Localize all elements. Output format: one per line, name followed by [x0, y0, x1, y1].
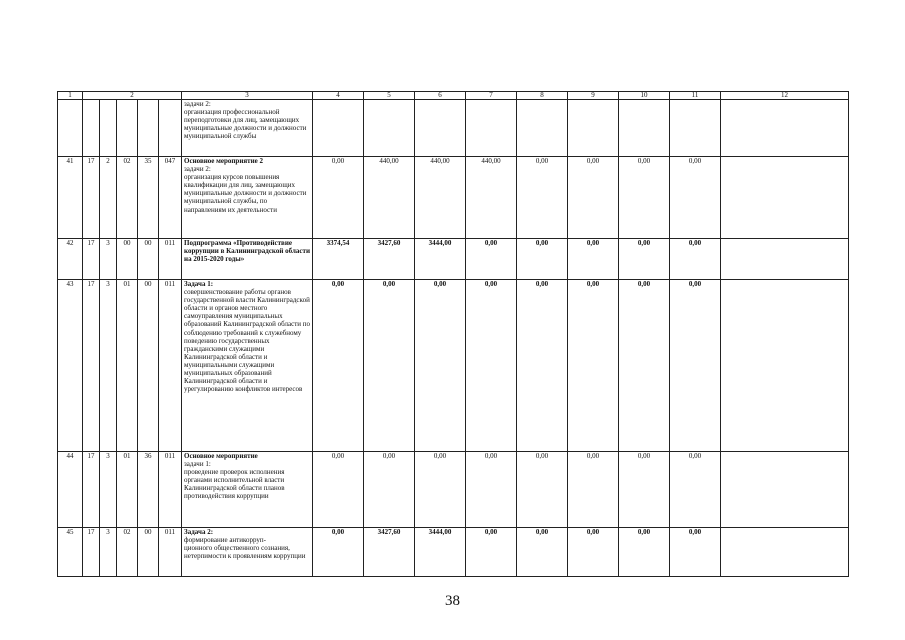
value-cell: 0,00	[466, 280, 517, 452]
code-cell: 011	[159, 452, 182, 528]
header-col-12: 12	[721, 92, 849, 100]
description-text: задачи 1: проведение проверок исполнения органами исполнительной власти Калининградской области планов противодействия коррупции	[184, 460, 285, 501]
row-number: 41	[58, 157, 83, 239]
value-cell: 0,00	[670, 452, 721, 528]
description-title: Задача 2:	[184, 528, 214, 536]
value-cell: 0,00	[313, 528, 364, 577]
code-cell: 2	[100, 157, 117, 239]
code-cell: 00	[117, 239, 138, 280]
value-cell: 0,00	[466, 239, 517, 280]
code-cell: 3	[100, 280, 117, 452]
value-cell: 0,00	[415, 452, 466, 528]
description-title: Основное мероприятие 2	[184, 157, 263, 165]
code-cell: 3	[100, 528, 117, 577]
header-col-3: 3	[182, 92, 313, 100]
value-cell: 0,00	[517, 280, 568, 452]
code-cell: 011	[159, 528, 182, 577]
value-cell: 0,00	[619, 280, 670, 452]
value-cell: 3444,00	[415, 528, 466, 577]
table-row	[58, 528, 849, 577]
row-number	[58, 100, 83, 157]
table-row	[58, 239, 849, 280]
table-row	[58, 280, 849, 452]
code-cell: 00	[138, 280, 159, 452]
note-cell	[721, 280, 849, 452]
row-number: 43	[58, 280, 83, 452]
value-cell: 0,00	[670, 157, 721, 239]
value-cell	[313, 100, 364, 157]
code-cell: 36	[138, 452, 159, 528]
header-col-6: 6	[415, 92, 466, 100]
description-text: совершенствование работы органов государственной власти Калининградской области и органов местного самоуправления муниципальных образований Калининградской области по соблюдению требований к служебному поведению государственных гражданскими служащими Калининградской области и муниципальными служащими муниципальных образований Калининградской области и урегулированию конфликтов интересов	[184, 288, 311, 394]
header-col-5: 5	[364, 92, 415, 100]
value-cell: 440,00	[466, 157, 517, 239]
value-cell: 0,00	[568, 452, 619, 528]
table-row	[58, 157, 849, 239]
value-cell	[670, 100, 721, 157]
description-cell	[182, 452, 313, 528]
description-cell	[182, 528, 313, 577]
value-cell	[364, 100, 415, 157]
value-cell	[415, 100, 466, 157]
header-col-7: 7	[466, 92, 517, 100]
note-cell	[721, 100, 849, 157]
row-number: 45	[58, 528, 83, 577]
value-cell: 3374,54	[313, 239, 364, 280]
value-cell: 0,00	[517, 452, 568, 528]
table-row	[58, 100, 849, 157]
code-cell: 011	[159, 280, 182, 452]
value-cell	[517, 100, 568, 157]
code-cell: 02	[117, 528, 138, 577]
row-number: 42	[58, 239, 83, 280]
code-cell: 02	[117, 157, 138, 239]
budget-table	[57, 91, 849, 577]
header-col-11: 11	[670, 92, 721, 100]
value-cell: 0,00	[619, 157, 670, 239]
description-text: задачи 2: организация курсов повышения квалификации для лиц, замещающих муниципальные должности и должности муниципальной службы, по направлениям их деятельности	[184, 165, 307, 214]
code-cell: 00	[138, 528, 159, 577]
value-cell: 3444,00	[415, 239, 466, 280]
code-cell: 17	[83, 157, 100, 239]
header-col-8: 8	[517, 92, 568, 100]
code-cell: 17	[83, 239, 100, 280]
value-cell: 0,00	[619, 452, 670, 528]
value-cell	[619, 100, 670, 157]
value-cell: 0,00	[364, 280, 415, 452]
value-cell: 440,00	[415, 157, 466, 239]
value-cell: 0,00	[517, 528, 568, 577]
value-cell: 0,00	[568, 280, 619, 452]
code-cell: 3	[100, 239, 117, 280]
code-cell: 3	[100, 452, 117, 528]
value-cell: 0,00	[313, 280, 364, 452]
value-cell: 0,00	[670, 239, 721, 280]
value-cell: 3427,60	[364, 528, 415, 577]
value-cell: 0,00	[619, 528, 670, 577]
code-cell: 047	[159, 157, 182, 239]
header-col-1: 1	[58, 92, 83, 100]
description-cell: Подпрограмма «Противодействие коррупции в Калининградской области на 2015-2020 годы»	[182, 239, 313, 280]
description-title: Задача 1:	[184, 280, 214, 288]
code-cell	[100, 100, 117, 157]
code-cell	[117, 100, 138, 157]
value-cell: 0,00	[415, 280, 466, 452]
note-cell	[721, 452, 849, 528]
code-cell: 00	[138, 239, 159, 280]
code-cell: 01	[117, 452, 138, 528]
code-cell: 17	[83, 452, 100, 528]
value-cell: 0,00	[517, 157, 568, 239]
value-cell: 0,00	[568, 528, 619, 577]
value-cell	[466, 100, 517, 157]
description-cell	[182, 280, 313, 452]
description-cell	[182, 157, 313, 239]
note-cell	[721, 528, 849, 577]
value-cell: 0,00	[568, 157, 619, 239]
note-cell	[721, 157, 849, 239]
value-cell: 0,00	[466, 528, 517, 577]
code-cell	[83, 100, 100, 157]
value-cell: 0,00	[670, 528, 721, 577]
description-title: Основное мероприятие	[184, 452, 258, 460]
page-number: 38	[445, 593, 460, 609]
value-cell: 440,00	[364, 157, 415, 239]
header-row	[58, 92, 849, 100]
code-cell: 01	[117, 280, 138, 452]
header-col-10: 10	[619, 92, 670, 100]
code-cell	[138, 100, 159, 157]
description-text: формирование антикорруп- ционного общественного сознания, нетерпимости к проявлениям коррупции	[184, 536, 306, 561]
code-cell	[159, 100, 182, 157]
code-cell: 17	[83, 528, 100, 577]
code-cell: 011	[159, 239, 182, 280]
value-cell: 0,00	[517, 239, 568, 280]
header-col-9: 9	[568, 92, 619, 100]
value-cell: 0,00	[313, 157, 364, 239]
code-cell: 35	[138, 157, 159, 239]
header-col-2: 2	[83, 92, 182, 100]
description-cell: задачи 2: организация профессиональной переподготовки для лиц, замещающих муниципальные должности и должности муниципальной службы	[182, 100, 313, 157]
value-cell	[568, 100, 619, 157]
table-row	[58, 452, 849, 528]
code-cell: 17	[83, 280, 100, 452]
value-cell: 0,00	[670, 280, 721, 452]
row-number: 44	[58, 452, 83, 528]
value-cell: 0,00	[619, 239, 670, 280]
value-cell: 0,00	[568, 239, 619, 280]
value-cell: 0,00	[466, 452, 517, 528]
note-cell	[721, 239, 849, 280]
value-cell: 0,00	[313, 452, 364, 528]
header-col-4: 4	[313, 92, 364, 100]
value-cell: 0,00	[364, 452, 415, 528]
value-cell: 3427,60	[364, 239, 415, 280]
